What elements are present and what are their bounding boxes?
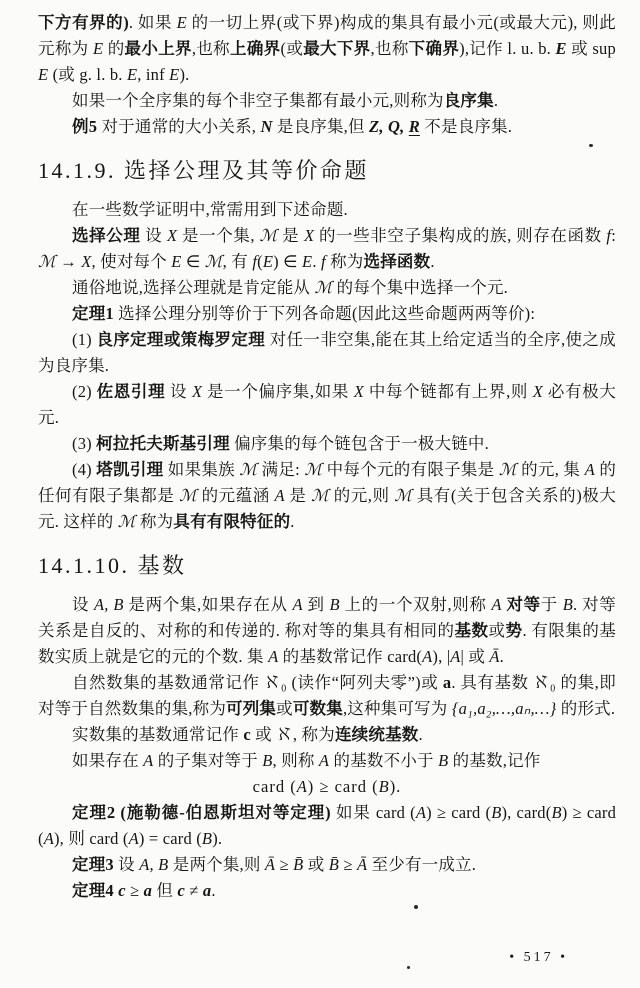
- text-run: (3): [72, 434, 97, 453]
- text-run: A: [143, 751, 154, 770]
- text-run: 如果一个全序集的每个非空子集都有最小元,则称为: [72, 91, 444, 110]
- text-run: . 有限集的基数实质上就是它的元的个数. 集: [38, 621, 616, 666]
- text-run: .: [211, 881, 216, 900]
- text-run: 或 ℵ, 称为: [250, 725, 335, 744]
- text-run: 是: [284, 486, 312, 505]
- text-run: X: [167, 226, 178, 245]
- text-run: B̄: [328, 855, 340, 874]
- text-run: 塔凯引理: [96, 460, 164, 479]
- text-run: ) ≥ card (: [426, 803, 492, 822]
- text-run: ℳ: [314, 278, 333, 297]
- text-run: 设: [140, 226, 167, 245]
- text-run: ≥: [125, 881, 144, 900]
- text-run: 的元,则: [329, 486, 395, 505]
- text-run: Z, Q,: [369, 117, 409, 136]
- text-run: A: [292, 595, 303, 614]
- text-run: 对任一非空集,能在其上给定适当的全序,使之成为良序集.: [38, 330, 616, 375]
- paragraph: [38, 275, 616, 301]
- text-run: 上确界: [230, 39, 281, 58]
- text-run: E: [176, 13, 187, 32]
- text-run: , 使对每个: [91, 252, 172, 271]
- text-run: N: [260, 117, 273, 136]
- text-run: 如果 card (: [330, 803, 416, 822]
- text-run: f: [252, 252, 258, 271]
- text-run: E: [92, 39, 104, 58]
- paragraph: [38, 327, 616, 379]
- text-run: 设: [113, 855, 140, 874]
- text-run: 下确界: [408, 39, 460, 58]
- text-run: A: [274, 486, 285, 505]
- text-run: 自然数集的基数通常记作 ℵ₀ (读作“阿列夫零”)或: [72, 673, 443, 692]
- text-run: 定理2: [72, 803, 116, 822]
- text-run: Ā: [489, 647, 500, 666]
- text-run: ℳ: [304, 460, 323, 479]
- text-run: A: [491, 595, 502, 614]
- text-run: ,也称: [370, 39, 409, 58]
- text-run: B: [562, 595, 574, 614]
- text-run: ), 则 card (: [53, 829, 129, 848]
- text-run: 的一切上界(或下界)构成的集具有最小元(或最大元), 则此元称为: [38, 13, 617, 58]
- text-run: 称为: [325, 252, 364, 271]
- text-run: 是: [277, 226, 304, 245]
- text-run: (1): [72, 330, 97, 349]
- text-run: Ā: [356, 855, 368, 874]
- text-run: 势: [505, 621, 523, 640]
- paragraph: [38, 223, 616, 275]
- page-number: • 517 •: [509, 950, 568, 965]
- text-run: A: [268, 647, 279, 666]
- text-run: A, B: [93, 595, 124, 614]
- text-run: →: [55, 252, 82, 271]
- text-run: 到: [302, 595, 330, 614]
- text-run: 佐恩引理: [96, 382, 166, 401]
- text-run: A: [584, 460, 595, 479]
- text-run: ℳ: [179, 486, 197, 505]
- text-run: 在一些数学证明中,常需用到下述命题.: [72, 200, 348, 219]
- text-run: :: [611, 226, 617, 245]
- text-run: 或: [488, 621, 506, 640]
- text-run: ℳ: [204, 252, 223, 271]
- text-run: E: [171, 252, 182, 271]
- text-run: A: [43, 829, 54, 848]
- text-run: 选择公理: [72, 226, 141, 245]
- text-run: A, B: [139, 855, 169, 874]
- text-run: 定理3: [72, 855, 114, 874]
- text-run: 可列集: [226, 699, 277, 718]
- text-run: 是良序集,但: [272, 117, 370, 136]
- text-run: 不是良序集.: [419, 117, 513, 136]
- text-run: ), card(: [501, 803, 552, 822]
- text-run: 的基数常记作 card(: [278, 647, 423, 666]
- text-run: 通俗地说,选择公理就是肯定能从: [72, 278, 315, 297]
- text-run: c: [243, 725, 251, 744]
- text-run: 是两个集,则: [168, 855, 265, 874]
- text-run: B: [329, 595, 340, 614]
- text-run: 可数集: [292, 699, 343, 718]
- paragraph: [38, 88, 616, 114]
- text-run: E: [126, 65, 138, 84]
- text-run: , inf: [137, 65, 170, 84]
- text-run: f: [606, 226, 612, 245]
- text-run: .: [493, 91, 499, 110]
- text-run: ℳ: [38, 252, 56, 271]
- text-run: 的每个集中选择一个元.: [332, 278, 508, 297]
- text-run: .: [312, 252, 321, 271]
- text-run: 的基数不小于: [329, 751, 439, 770]
- text-run: 柯拉托夫斯基引理: [96, 434, 230, 453]
- text-run: 对等: [506, 595, 541, 614]
- text-run: 或: [303, 855, 329, 874]
- text-run: X: [191, 382, 203, 401]
- text-run: 最大下界: [303, 39, 371, 58]
- paragraph: [38, 878, 616, 904]
- paragraph: [38, 722, 616, 748]
- text-run: 的任何有限子集都是: [38, 460, 617, 505]
- text-run: 的基数,记作: [448, 751, 541, 770]
- text-run: ≠: [184, 881, 203, 900]
- text-run: 例5: [72, 117, 98, 136]
- paragraph: [38, 800, 616, 852]
- text-run: 或 sup: [566, 39, 616, 58]
- text-run: {a₁,a₂,…,aₙ,…}: [451, 699, 557, 718]
- text-run: 于: [540, 595, 563, 614]
- text-run: ), |: [432, 647, 451, 666]
- text-run: A: [128, 829, 139, 848]
- paragraph: [38, 670, 616, 722]
- paragraph: [38, 379, 616, 431]
- text-run: B̄: [293, 855, 304, 874]
- text-run: 设: [72, 595, 94, 614]
- text-run: 必有极大元.: [38, 382, 616, 427]
- paragraph: [38, 592, 616, 670]
- text-run: 的形式.: [556, 699, 616, 718]
- text-run: B: [551, 803, 562, 822]
- text-run: , 有: [222, 252, 253, 271]
- text-run: E: [302, 252, 313, 271]
- text-run: A: [296, 777, 308, 796]
- text-run: ,这种集可写为: [342, 699, 452, 718]
- text-run: ).: [389, 777, 402, 796]
- text-run: .: [418, 725, 423, 744]
- text-run: 基数: [454, 621, 489, 640]
- text-run: ℳ: [311, 486, 330, 505]
- text-run: Ā: [264, 855, 276, 874]
- text-run: 对于通常的大小关系,: [97, 117, 261, 136]
- text-run: B: [438, 751, 449, 770]
- text-run: 或: [276, 699, 293, 718]
- text-run: 定理4: [72, 881, 114, 900]
- text-run: ,也称: [191, 39, 231, 58]
- text-run: 具有(关于包含关系的)极大元. 这样的: [38, 486, 616, 531]
- text-run: ℳ: [394, 486, 413, 505]
- text-run: 是一个偏序集,如果: [202, 382, 354, 401]
- text-run: 的元, 集: [516, 460, 585, 479]
- text-run: ).: [212, 829, 223, 848]
- ink-speck: [589, 144, 593, 147]
- text-run: ) ≥ card (: [38, 803, 617, 848]
- text-run: A: [415, 803, 427, 822]
- text-run: . 如果: [128, 13, 177, 32]
- paragraph: [38, 10, 616, 88]
- section-heading: 14.1.10. 基数: [38, 553, 187, 578]
- text-run: ℳ: [259, 226, 278, 245]
- text-run: . 具有基数 ℵ₀ 的集,即对等于自然数集的集,称为: [38, 673, 616, 718]
- math-formula: [38, 774, 616, 800]
- text-run: 但: [152, 881, 178, 900]
- text-run: ).: [179, 65, 190, 84]
- text-run: a: [442, 673, 452, 692]
- text-run: A: [318, 751, 330, 770]
- text-run: f: [320, 252, 326, 271]
- text-run: .: [290, 512, 295, 531]
- text-run: 选择公理分别等价于下列各命题(因此这些命题两两等价):: [113, 304, 536, 323]
- ink-speck: [414, 905, 418, 909]
- text-run: X: [532, 382, 544, 401]
- text-run: 至少有一成立.: [367, 855, 477, 874]
- text-run: ≥: [275, 855, 294, 874]
- text-run: 选择函数: [363, 252, 431, 271]
- text-run: B: [491, 803, 502, 822]
- paragraph: [38, 748, 616, 774]
- text-run: ≥: [339, 855, 357, 874]
- text-run: 实数集的基数通常记作: [72, 725, 244, 744]
- text-run: 良序定理或策梅罗定理: [96, 330, 266, 349]
- text-run: ℳ: [239, 460, 258, 479]
- text-run: X: [353, 382, 365, 401]
- text-run: (或: [280, 39, 304, 58]
- text-run: ∈: [181, 252, 205, 271]
- text-run: (2): [72, 382, 97, 401]
- text-run: c: [118, 881, 126, 900]
- text-run: (4): [72, 460, 97, 479]
- text-run: 的子集对等于: [153, 751, 263, 770]
- paragraph: [38, 114, 616, 140]
- text-run: B: [378, 777, 390, 796]
- text-run: E: [555, 39, 567, 58]
- text-run: 如果集族: [163, 460, 240, 479]
- text-run: 设: [165, 382, 192, 401]
- text-run: (或 g. l. b.: [48, 65, 127, 84]
- text-run: | 或: [460, 647, 490, 666]
- text-run: 是一个集,: [177, 226, 260, 245]
- text-run: 上的一个双射,则称: [339, 595, 492, 614]
- text-run: E: [38, 65, 49, 84]
- text-run: a: [202, 881, 212, 900]
- text-run: 连续统基数: [334, 725, 419, 744]
- text-run: X: [303, 226, 315, 245]
- text-run: 偏序集的每个链包含于一极大链中.: [229, 434, 489, 453]
- text-run: .: [499, 647, 504, 666]
- paragraph: [38, 301, 616, 327]
- text-run: 是两个集,如果存在从: [123, 595, 293, 614]
- page-content: [38, 10, 616, 904]
- text-run: c: [177, 881, 185, 900]
- text-run: E: [262, 252, 274, 271]
- text-run: A: [422, 647, 433, 666]
- text-run: .: [430, 252, 435, 271]
- text-run: ) ∈: [273, 252, 303, 271]
- text-run: 定理1: [72, 304, 114, 323]
- text-run: X: [81, 252, 92, 271]
- section-heading: 14.1.9. 选择公理及其等价命题: [38, 158, 370, 183]
- text-run: 如果存在: [72, 751, 144, 770]
- text-run: R: [408, 117, 420, 136]
- text-run: 良序集: [443, 91, 494, 110]
- text-run: a: [143, 881, 153, 900]
- text-run: card (: [252, 777, 297, 796]
- paragraph: [38, 197, 616, 223]
- text-run: 的元蕴涵: [196, 486, 275, 505]
- text-run: 中每个元的有限子集是: [322, 460, 499, 479]
- text-run: ) = card (: [138, 829, 202, 848]
- text-run: 最小上界: [124, 39, 192, 58]
- text-run: 满足:: [257, 460, 305, 479]
- paragraph: [38, 457, 616, 535]
- text-run: (施勒德-伯恩斯坦对等定理): [120, 803, 331, 822]
- text-run: E: [169, 65, 180, 84]
- text-run: 的一些非空子集构成的族, 则存在函数: [314, 226, 607, 245]
- text-run: 具有有限特征的: [173, 512, 291, 531]
- text-run: , 则称: [272, 751, 319, 770]
- text-run: . 对等关系是自反的、对称的和传递的. 称对等的集具有相同的: [38, 595, 616, 640]
- text-run: 中每个链都有上界,则: [364, 382, 533, 401]
- text-run: 的: [103, 39, 125, 58]
- text-run: B: [262, 751, 273, 770]
- text-run: A: [450, 647, 461, 666]
- text-run: ℳ: [117, 512, 136, 531]
- text-run: ℳ: [498, 460, 517, 479]
- paragraph: [38, 431, 616, 457]
- text-run: ),记作 l. u. b.: [459, 39, 556, 58]
- text-run: B: [201, 829, 213, 848]
- text-run: 称为: [135, 512, 174, 531]
- ink-speck: [407, 966, 410, 969]
- paragraph: [38, 852, 616, 878]
- text-run: 下方有界的): [38, 13, 129, 32]
- text-run: ) ≥ card (: [307, 777, 379, 796]
- text-run: (: [257, 252, 263, 271]
